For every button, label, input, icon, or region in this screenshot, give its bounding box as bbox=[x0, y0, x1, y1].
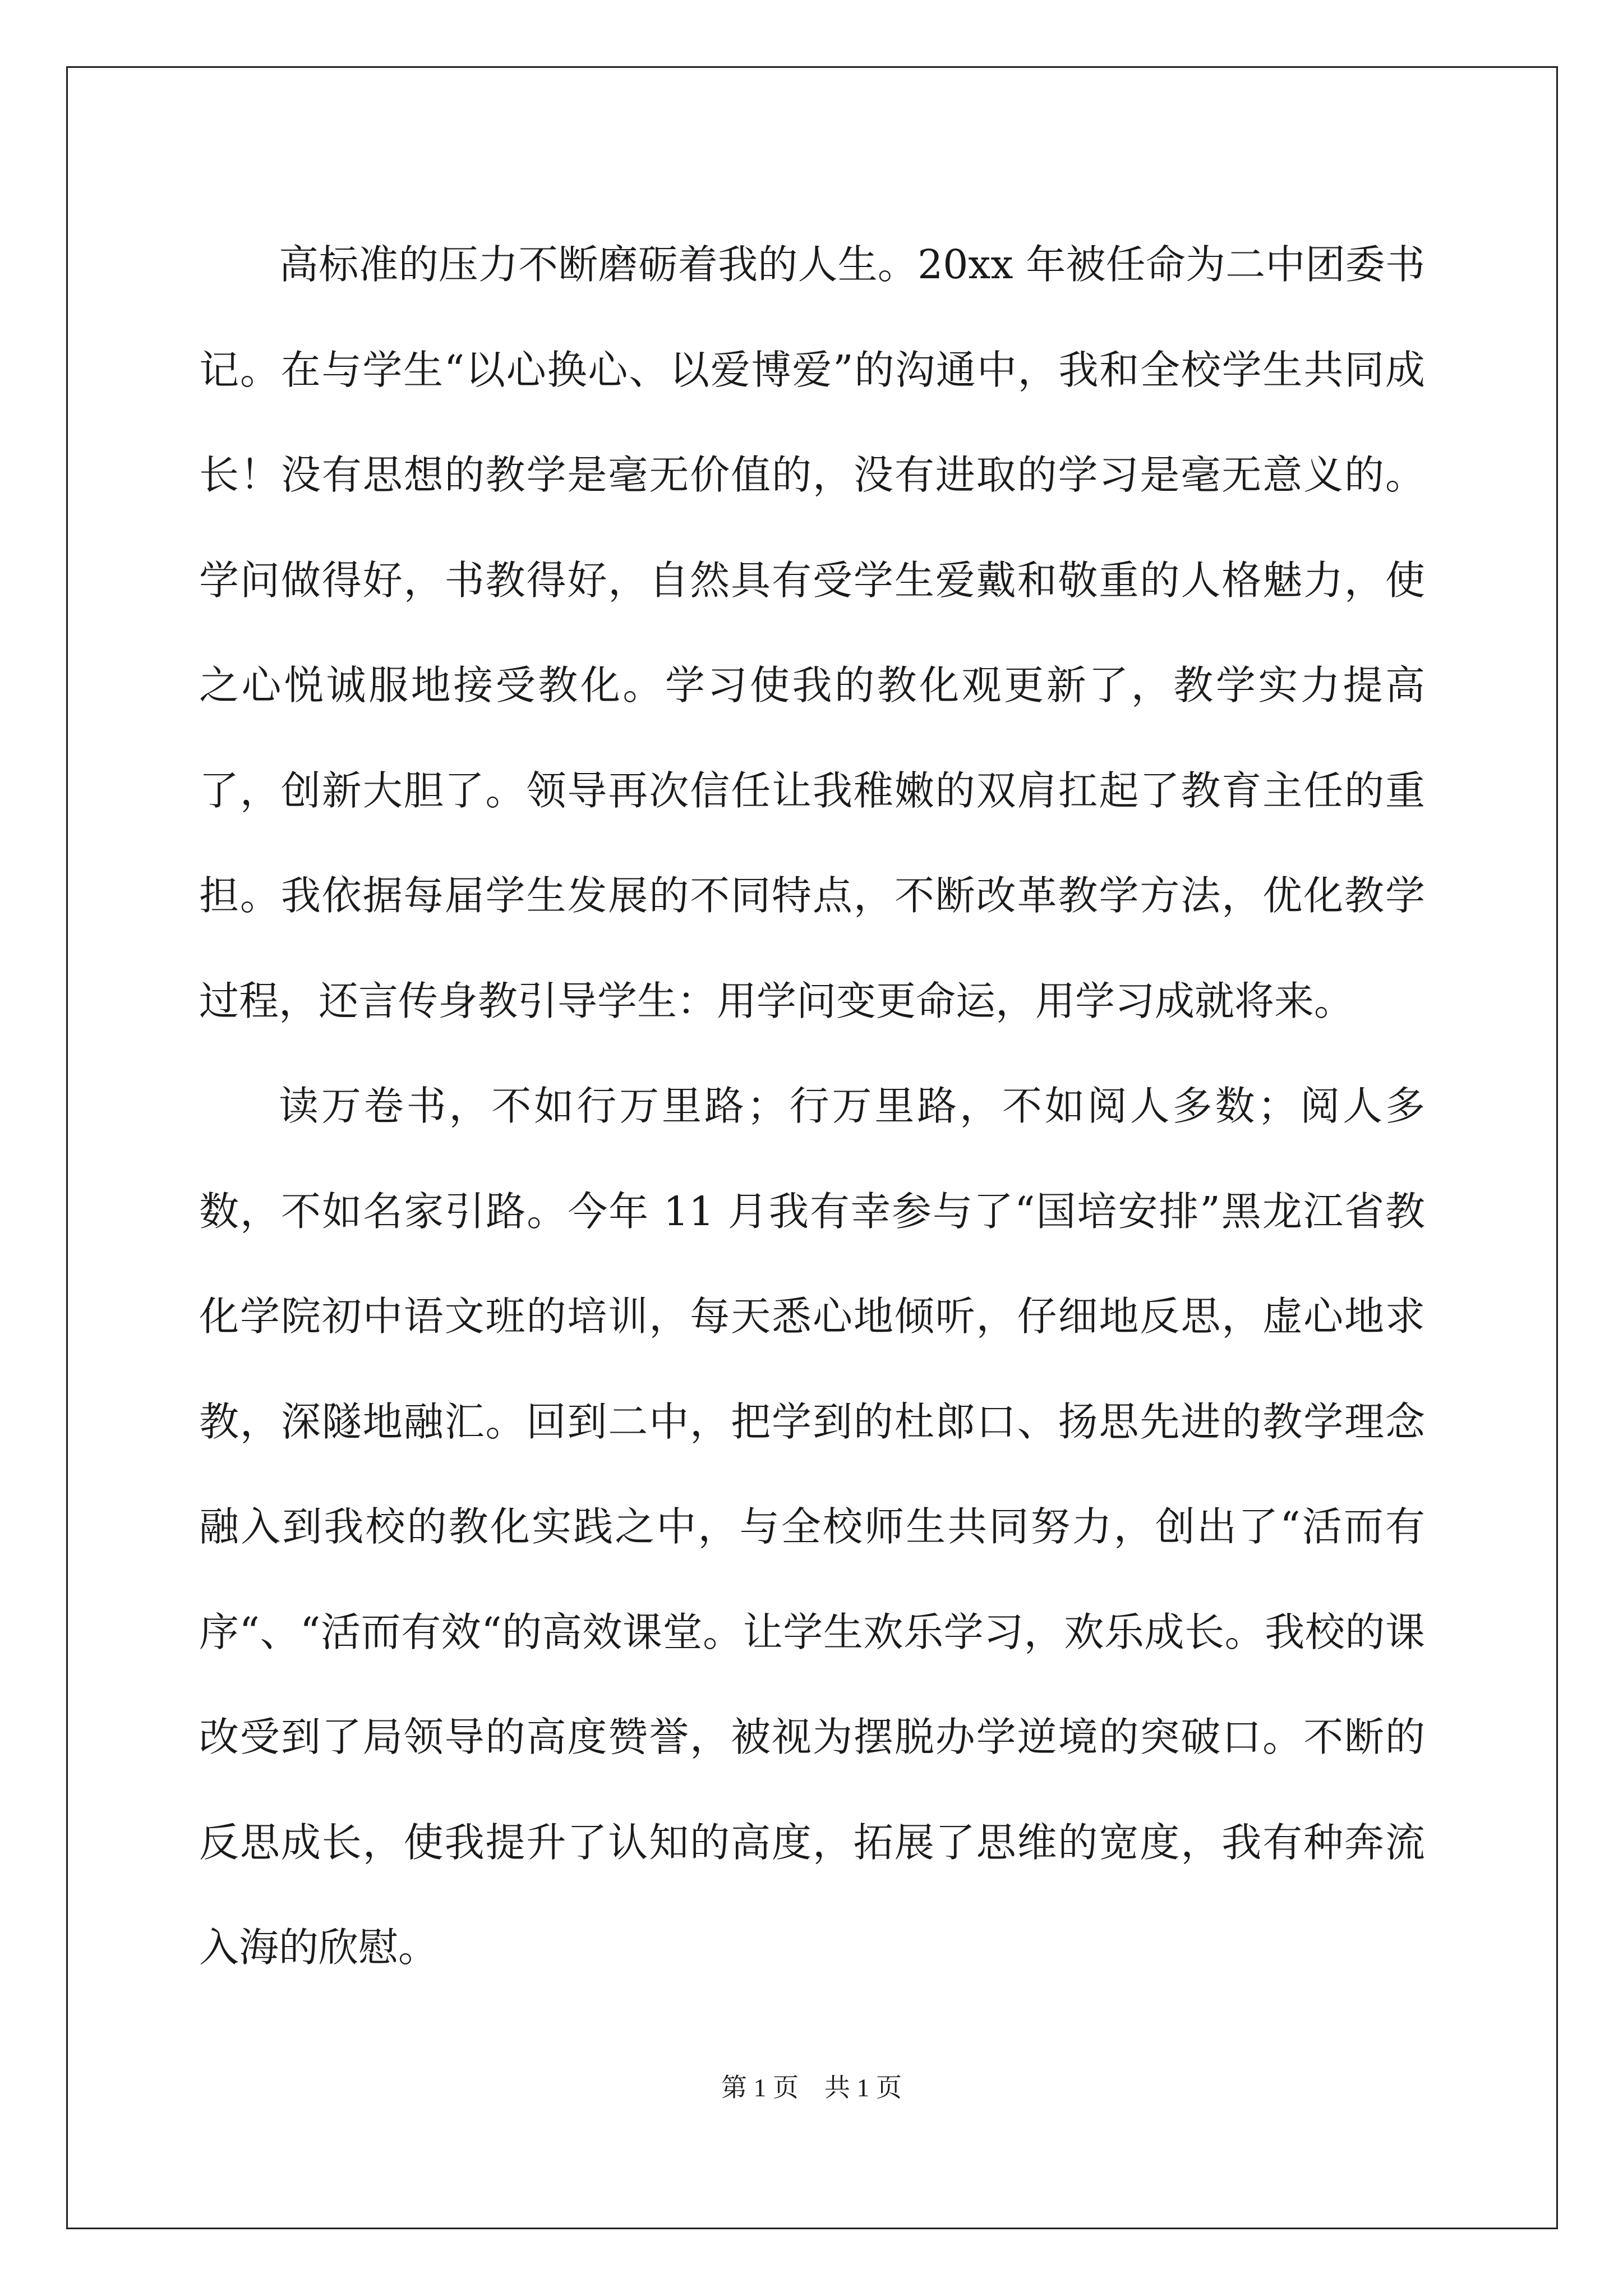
paragraph-2: 读万卷书，不如行万里路；行万里路，不如阅人多数；阅人多数，不如名家引路。今年 11 月我有幸参与了“国培安排”黑龙江省教化学院初中语文班的培训，每天悉心地倾听，仔细地反思，虚心地求教，深隧地融汇。回到二中，把学到的杜郎口、扬思先进的教学理念融入到我校的教化实践之中，与全校师生共同努力，创出了“活而有序“、“活而有效“的高效课堂。让学生欢乐学习，欢乐成长。我校的课改受到了局领导的高度赞誉，被视为摆脱办学逆境的突破口。不断的反思成长，使我提升了认知的高度，拓展了思维的宽度，我有种奔流入海的欣慰。 bbox=[199, 1083, 1425, 1971]
page-number-footer: 第 1 页 共 1 页 bbox=[721, 2073, 902, 2102]
document-body bbox=[199, 212, 1425, 2000]
paragraph-1: 高标准的压力不断磨砺着我的人生。20xx 年被任命为二中团委书记。在与学生“以心换心、以爱博爱”的沟通中，我和全校学生共同成长！没有思想的教学是毫无价值的，没有进取的学习是毫无意义的。学问做得好，书教得好，自然具有受学生爱戴和敬重的人格魅力，使之心悦诚服地接受教化。学习使我的教化观更新了，教学实力提高了，创新大胆了。领导再次信任让我稚嫩的双肩扛起了教育主任的重担。我依据每届学生发展的不同特点，不断改革教学方法，优化教学过程，还言传身教引导学生：用学问变更命运，用学习成就将来。 bbox=[199, 241, 1425, 1024]
